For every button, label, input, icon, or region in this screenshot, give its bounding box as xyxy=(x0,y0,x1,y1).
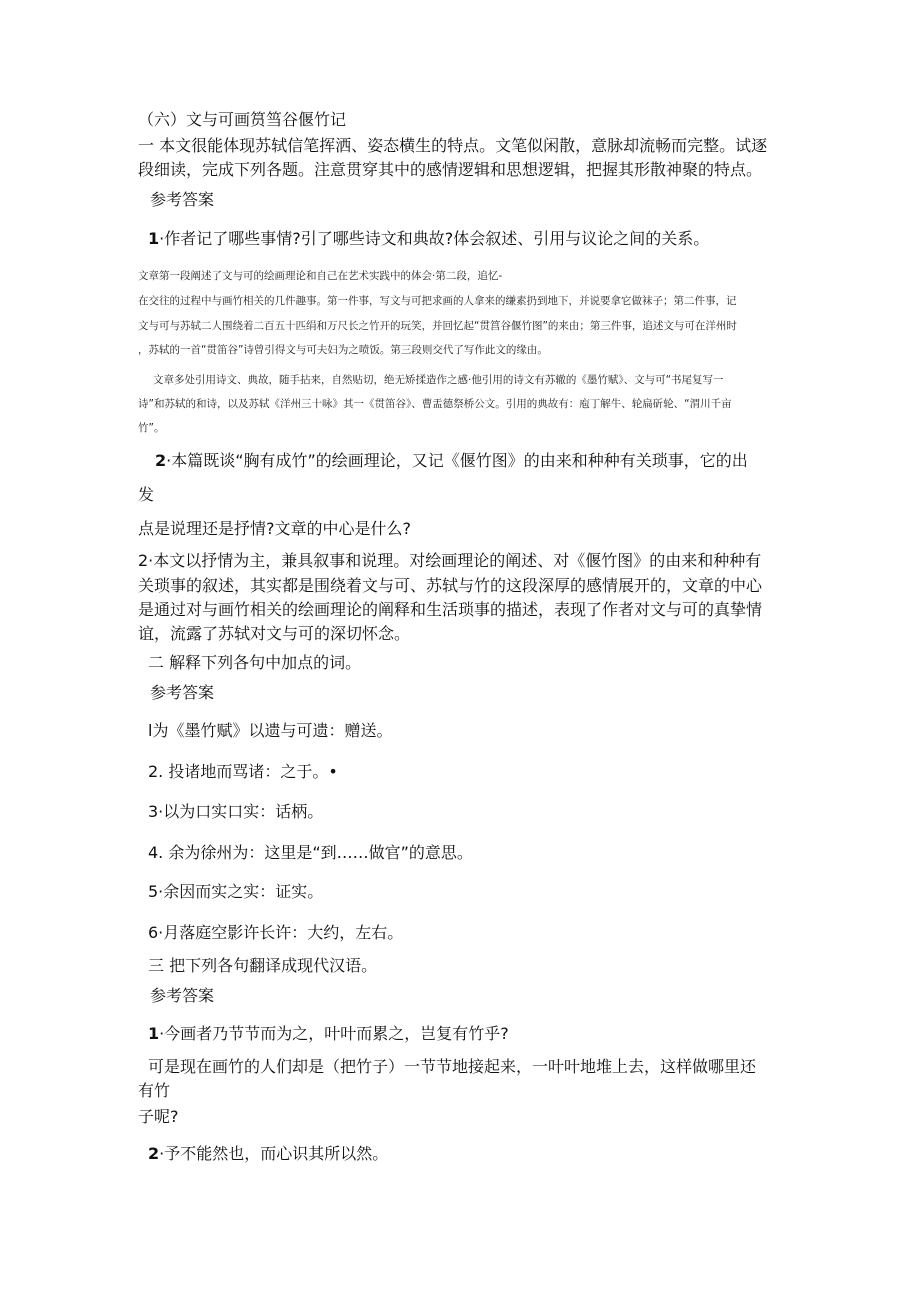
question-text: ·予不能然也，而心识其所以然。 xyxy=(159,1144,389,1163)
answer-line: 关琐事的叙述，其实都是围绕着文与可、苏轼与竹的这段深厚的感情展开的，文章的中心 xyxy=(138,576,763,595)
answer-line: 诗”和苏轼的和诗，以及苏轼《洋州三十咏》其一《贯笛谷》、曹盂德祭桥公文。引用的典故有：庖丁解牛、轮扁斫轮、“渭川千亩 xyxy=(138,398,732,410)
answer-line: 竹”。 xyxy=(138,422,165,434)
answer-line: 有竹 xyxy=(138,1081,171,1100)
list-item: 3·以为口实口实：话柄。 xyxy=(148,802,324,821)
answer-line: ，苏轼的一首“贯笛谷”诗曾引得文与可夫妇为之喷饭。第三段则交代了写作此文的缘由。 xyxy=(138,344,548,356)
answer-line: 在交往的过程中与画竹相关的几件趣事。第一件事，写文与可把求画的人拿来的缣素扔到地下，并说要拿它做袜子；第二件事，记 xyxy=(138,295,737,307)
answer-label: 参考答案 xyxy=(150,986,215,1005)
answer-line: 文章多处引用诗文、典故，随手拈来，自然贴切，绝无矫揉造作之感·他引用的诗文有苏辙的《墨竹赋》、文与可“书尾复写一 xyxy=(153,374,724,386)
question-2 xyxy=(148,1143,388,1165)
answer-line: 可是现在画竹的人们却是（把竹子）一节节地接起来，一叶叶地堆上去，这样做哪里还 xyxy=(148,1057,757,1076)
list-item: 5·余因而实之实：证实。 xyxy=(148,882,324,901)
question-number: 2 xyxy=(148,1144,160,1163)
section-heading: 三 把下列各句翻译成现代汉语。 xyxy=(148,956,378,975)
question-text: 点是说理还是抒情?文章的中心是什么? xyxy=(138,519,411,538)
question-text: ·作者记了哪些事情?引了哪些诗文和典故?体会叙述、引用与议论之间的关系。 xyxy=(159,229,710,248)
question-number: 2 xyxy=(155,451,167,470)
answer-line: 2·本文以抒情为主，兼具叙事和说理。对绘画理论的阐述、对《偃竹图》的由来和种种有 xyxy=(138,551,762,570)
answer-label: 参考答案 xyxy=(150,190,215,209)
question-1 xyxy=(148,228,709,250)
list-item: 4. 余为徐州为：这里是“到……做官”的意思。 xyxy=(148,843,473,862)
intro-line: 一 本文很能体现苏轼信笔挥洒、姿态横生的特点。文笔似闲散，意脉却流畅而完整。试逐 xyxy=(138,136,768,155)
answer-line: 子呢? xyxy=(138,1107,179,1126)
question-number: 1 xyxy=(148,229,160,248)
section-heading: 二 解释下列各句中加点的词。 xyxy=(148,653,362,672)
answer-line: 谊，流露了苏轼对文与可的深切怀念。 xyxy=(138,624,411,643)
question-2 xyxy=(155,450,748,472)
answer-label: 参考答案 xyxy=(150,683,215,702)
list-item: 2. 投诸地而骂诸：之于。• xyxy=(148,762,338,781)
answer-line: 文与可与苏轼二人围绕着二百五十匹绢和万尺长之竹开的玩笑，并回忆起“贯筥谷偃竹图”的来由；第三件事，追述文与可在洋州时 xyxy=(138,320,737,332)
question-text: ·本篇既谈“胸有成竹”的绘画理论，又记《偃竹图》的由来和种种有关琐事，它的出 xyxy=(166,451,748,470)
intro-line: 段细读，完成下列各题。注意贯穿其中的感情逻辑和思想逻辑，把握其形散神聚的特点。 xyxy=(138,160,763,179)
list-item: l为《墨竹赋》以遗与可遗：赠送。 xyxy=(148,721,393,740)
answer-line: 文章第一段阐述了文与可的绘画理论和自己在艺术实践中的体会·第二段，追忆- xyxy=(138,270,503,282)
question-text: 发 xyxy=(138,485,155,504)
question-1 xyxy=(148,1023,509,1045)
question-number: 1 xyxy=(148,1024,160,1043)
answer-line: 是通过对与画竹相关的绘画理论的阐释和生活琐事的描述，表现了作者对文与可的真挚情 xyxy=(138,600,763,619)
list-item: 6·月落庭空影许长许：大约，左右。 xyxy=(148,923,404,942)
question-text: ·今画者乃节节而为之，叶叶而累之，岂复有竹乎? xyxy=(159,1024,509,1043)
page-title: （六）文与可画筼筜谷偃竹记 xyxy=(138,110,347,129)
